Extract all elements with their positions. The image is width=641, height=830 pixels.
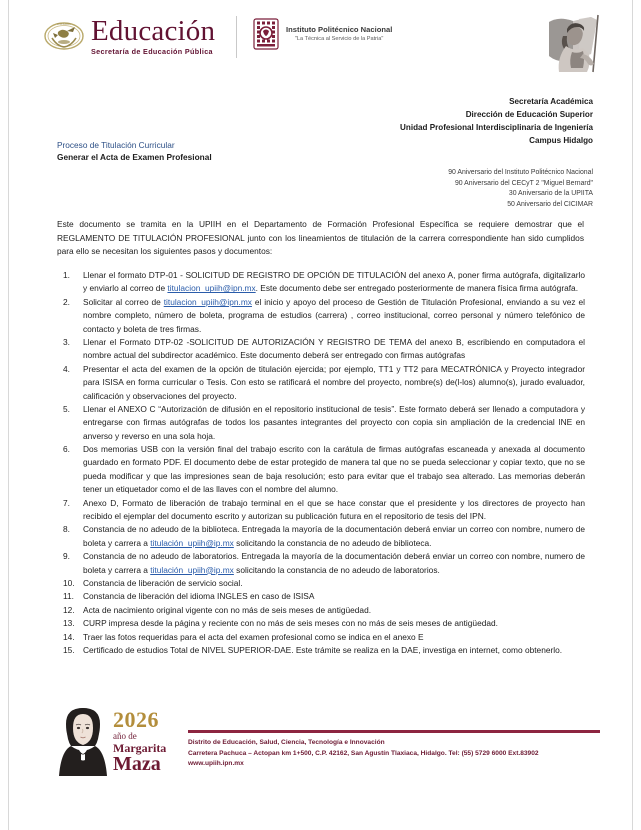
requirement-number: 14.: [63, 631, 75, 642]
requirement-number: 15.: [63, 644, 75, 655]
department-address-block: [400, 95, 593, 147]
requirement-number: 8.: [63, 524, 70, 535]
process-title-block: [57, 139, 212, 164]
requirement-text-fragment: Dos memorias USB con la versión final del trabajo escrito con la carátula de firmas autógrafas escaneada y anexada al documento guardado en formato PDF. El documento debe de estar protegido de manera tal que no se pueda seleccionar y copiar texto, que no se pueda modificar y que las impresiones sean de baja resolución; esto para evitar que el trabajo sea alterado. Las memorias deberán tener un etiquetador como el de las llaves con el nombre del alumno.: [83, 444, 585, 495]
requirement-number: 1.: [63, 270, 70, 280]
requirement-text-fragment: Certificado de estudios Total de NIVEL SUPERIOR-DAE. Este trámite se realiza en la DAE, investiga en internet, como obtenerlo.: [83, 644, 563, 655]
requirement-text: [83, 403, 585, 443]
requirement-item: [57, 403, 585, 443]
requirement-number: 9.: [63, 551, 70, 562]
dept-line: Unidad Profesional Interdisciplinaria de Ingeniería: [400, 123, 593, 133]
requirement-text: [83, 497, 585, 524]
requirement-text-fragment: Llenar el formato DTP-01 - SOLICITUD DE REGISTRO DE OPCIÓN DE TITULACIÓN del anexo A, poner firma autógrafa, digitalizarlo y enviarlo al correo de: [83, 270, 585, 294]
dept-line: Secretaría Académica: [509, 97, 593, 106]
requirement-number: 5.: [63, 403, 70, 414]
requirement-item: [57, 363, 585, 403]
footer-margarita: Margarita: [113, 740, 167, 755]
anniversary-line: 50 Aniversario del CICIMAR: [507, 201, 593, 209]
anniversary-line: 90 Aniversario del Instituto Politécnico Nacional: [448, 169, 593, 176]
ipn-name: Instituto Politécnico Nacional: [286, 25, 393, 35]
anniversary-line: 90 Aniversario del CECyT 2 "Miguel Bernard": [454, 179, 593, 187]
requirement-text-fragment: Traer las fotos requeridas para el acta del examen profesional como se indica en el anexo E: [83, 631, 424, 642]
requirement-text: [83, 590, 585, 603]
margarita-maza-logo: [57, 704, 166, 776]
requirement-text: [83, 631, 585, 644]
requirement-item: [57, 631, 585, 644]
requirement-item: [57, 590, 585, 603]
requirement-item: [57, 443, 585, 497]
requirement-text-fragment: el inicio y apoyo del proceso de Gestión de Titulación Profesional, enviando a su vez el nombre completo, número de boleta, programa de estudios (carrera) , correo institucional, correo personal y número telefónico de contacto y boleta de tres firmas.: [83, 296, 586, 334]
margarita-maza-portrait-icon: [57, 704, 109, 776]
requirement-text: [83, 363, 585, 403]
mexican-coat-of-arms-icon: [44, 16, 84, 56]
requirement-item: [57, 550, 585, 577]
process-subtitle: Generar el Acta de Examen Profesional: [57, 152, 212, 163]
educacion-logo: [44, 16, 215, 56]
requirement-item: [57, 644, 585, 657]
anniversary-line: 30 Aniversario de la UPIITA: [508, 190, 593, 198]
requirement-text-fragment: Constancia de liberación del idioma INGLES en caso de ISISA: [83, 591, 315, 602]
requirement-number: 13.: [63, 618, 75, 629]
requirement-text-fragment: solicitando la constancia de no adeudo de laboratorios.: [233, 564, 440, 575]
email-link[interactable]: titulacion_upiih@ipn.mx: [163, 296, 252, 307]
footer-address-line: Carretera Pachuca – Actopan km 1+500, C.P. 42162, San Agustín Tlaxiaca, Hidalgo. Tel: (55) 5729 6000 Ext.83902: [188, 749, 539, 757]
educacion-title: Educación: [91, 15, 216, 48]
requirement-item: [57, 617, 585, 630]
requirement-text-fragment: Constancia de liberación de servicio social.: [83, 577, 243, 588]
requirement-text-fragment: solicitando la constancia de no adeudo de biblioteca.: [233, 537, 432, 548]
requirement-number: 2.: [63, 296, 70, 307]
header-divider: [236, 16, 237, 58]
footer-year: 2026: [113, 707, 159, 732]
email-link[interactable]: titulacion_upiih@ipn.mx: [167, 283, 256, 294]
dept-line: Dirección de Educación Superior: [465, 110, 593, 120]
requirement-number: 12.: [63, 604, 75, 615]
requirement-number: 7.: [63, 497, 70, 508]
requirement-text-fragment: Llenar el ANEXO C “Autorización de difusión en el repositorio institucional de tesis”. Este formato deberá ser llenado a computadora y entregarse con firmas autógrafas de todos los pasantes integrantes del proyecto con copia sin ampliación de la credencial INE en anverso y reverso en una sola hoja.: [83, 403, 585, 441]
footer-address-line: Distrito de Educación, Salud, Ciencia, Tecnología e Innovación: [188, 739, 385, 746]
requirement-text-fragment: Constancia de no adeudo de la biblioteca. Entregada la mayoría de la documentación deberá enviar un correo con nombre, numero de boleta y carrera a: [83, 524, 585, 548]
requirement-number: 10.: [63, 577, 75, 588]
requirement-text-fragment: Anexo D, Formato de liberación de trabajo terminal en el que se hace constar que el presidente y los directores de proyecto han recibido el ejemplar del documento escrito y autorizan su publicación futura en el repositorio de tesis del IPN.: [83, 497, 585, 522]
footer-website[interactable]: www.upiih.ipn.mx: [188, 760, 244, 768]
ipn-seal-icon: [252, 18, 280, 50]
requirement-text: [83, 617, 585, 630]
requirement-text: [83, 604, 585, 617]
woman-with-mexican-flag-image: [539, 12, 611, 78]
requirement-text-fragment: Constancia de no adeudo de laboratorios. Entregada la mayoría de la documentación deberá enviar un correo con nombre, numero de boleta y carrera a: [83, 551, 585, 575]
footer-rule: [188, 730, 600, 733]
anniversaries-block: [448, 168, 593, 211]
requirement-item: [57, 296, 585, 336]
requirement-number: 11.: [63, 591, 74, 602]
requirement-text-fragment: . Este documento debe ser entregado posteriormente de manera física firma autógrafa.: [255, 283, 579, 294]
ipn-motto: "La Técnica al Servicio de la Patria": [294, 35, 384, 42]
requirements-list: [57, 269, 585, 657]
requirement-text-fragment: Llenar el Formato DTP-02 -SOLICITUD DE AUTORIZACIÓN Y REGISTRO DE TEMA del anexo B, escribiendo en computadora el nombre actual del subdirector académico. Este documento deberá ser entregado con firmas autógrafas: [83, 336, 585, 361]
requirement-text: [83, 443, 585, 497]
requirement-text: [83, 550, 585, 577]
requirement-item: [57, 577, 585, 590]
document-footer: [0, 702, 641, 788]
requirement-number: 6.: [63, 444, 70, 455]
dept-line: Campus Hidalgo: [529, 136, 593, 146]
requirement-item: [57, 604, 585, 617]
email-link[interactable]: titulación_upiih@ip.mx: [150, 537, 234, 548]
requirement-text-fragment: Presentar el acta del examen de la opción de titulación ejercida; por ejemplo, TT1 y TT2 para MECATRÓNICA y Proyecto integrador para ISISA en forma curricular o Tesis. Con esto se ratificará el nombre del proyecto, nombre(s) de(l-los) alumno(s), jurado evaluador, calificación y observaciones del proyecto.: [83, 363, 585, 401]
footer-address-block: [188, 730, 600, 770]
email-link[interactable]: titulación_upiih@ip.mx: [150, 564, 234, 575]
requirement-number: 3.: [63, 336, 70, 347]
requirement-text: [83, 644, 585, 657]
requirement-item: [57, 269, 585, 296]
requirement-number: 4.: [63, 363, 70, 374]
ipn-logo: [252, 18, 392, 50]
requirement-item: [57, 497, 585, 524]
footer-ano-de: año de: [113, 730, 137, 741]
requirement-text: [83, 336, 585, 363]
intro-paragraph: Este documento se tramita en la UPIIH en el Departamento de Formación Profesional Específica se requiere demostrar que el REGLAMENTO DE TITULACIÓN PROFESIONAL junto con los lineamientos de titulación de la carrera correspondiente han sido cumplidos para ello se necesitan los siguientes pasos y documentos:: [57, 219, 584, 257]
requirement-text-fragment: CURP impresa desde la página y reciente con no más de seis meses con no más de seis meses de antigüedad.: [83, 618, 498, 629]
requirement-text: [83, 296, 585, 336]
requirement-text-fragment: Acta de nacimiento original vigente con no más de seis meses de antigüedad.: [83, 604, 372, 615]
requirement-text-fragment: Solicitar al correo de: [83, 296, 164, 307]
process-name: Proceso de Titulación Curricular: [57, 140, 175, 150]
requirement-text: [83, 577, 585, 590]
requirement-text: [83, 269, 585, 296]
svg-text:ESTADOS: ESTADOS: [57, 22, 71, 26]
requirement-item: [57, 336, 585, 363]
educacion-subtitle: Secretaría de Educación Pública: [91, 46, 213, 56]
requirement-text: [83, 523, 585, 550]
footer-maza: Maza: [113, 753, 161, 776]
requirement-item: [57, 523, 585, 550]
document-header: [0, 0, 641, 92]
